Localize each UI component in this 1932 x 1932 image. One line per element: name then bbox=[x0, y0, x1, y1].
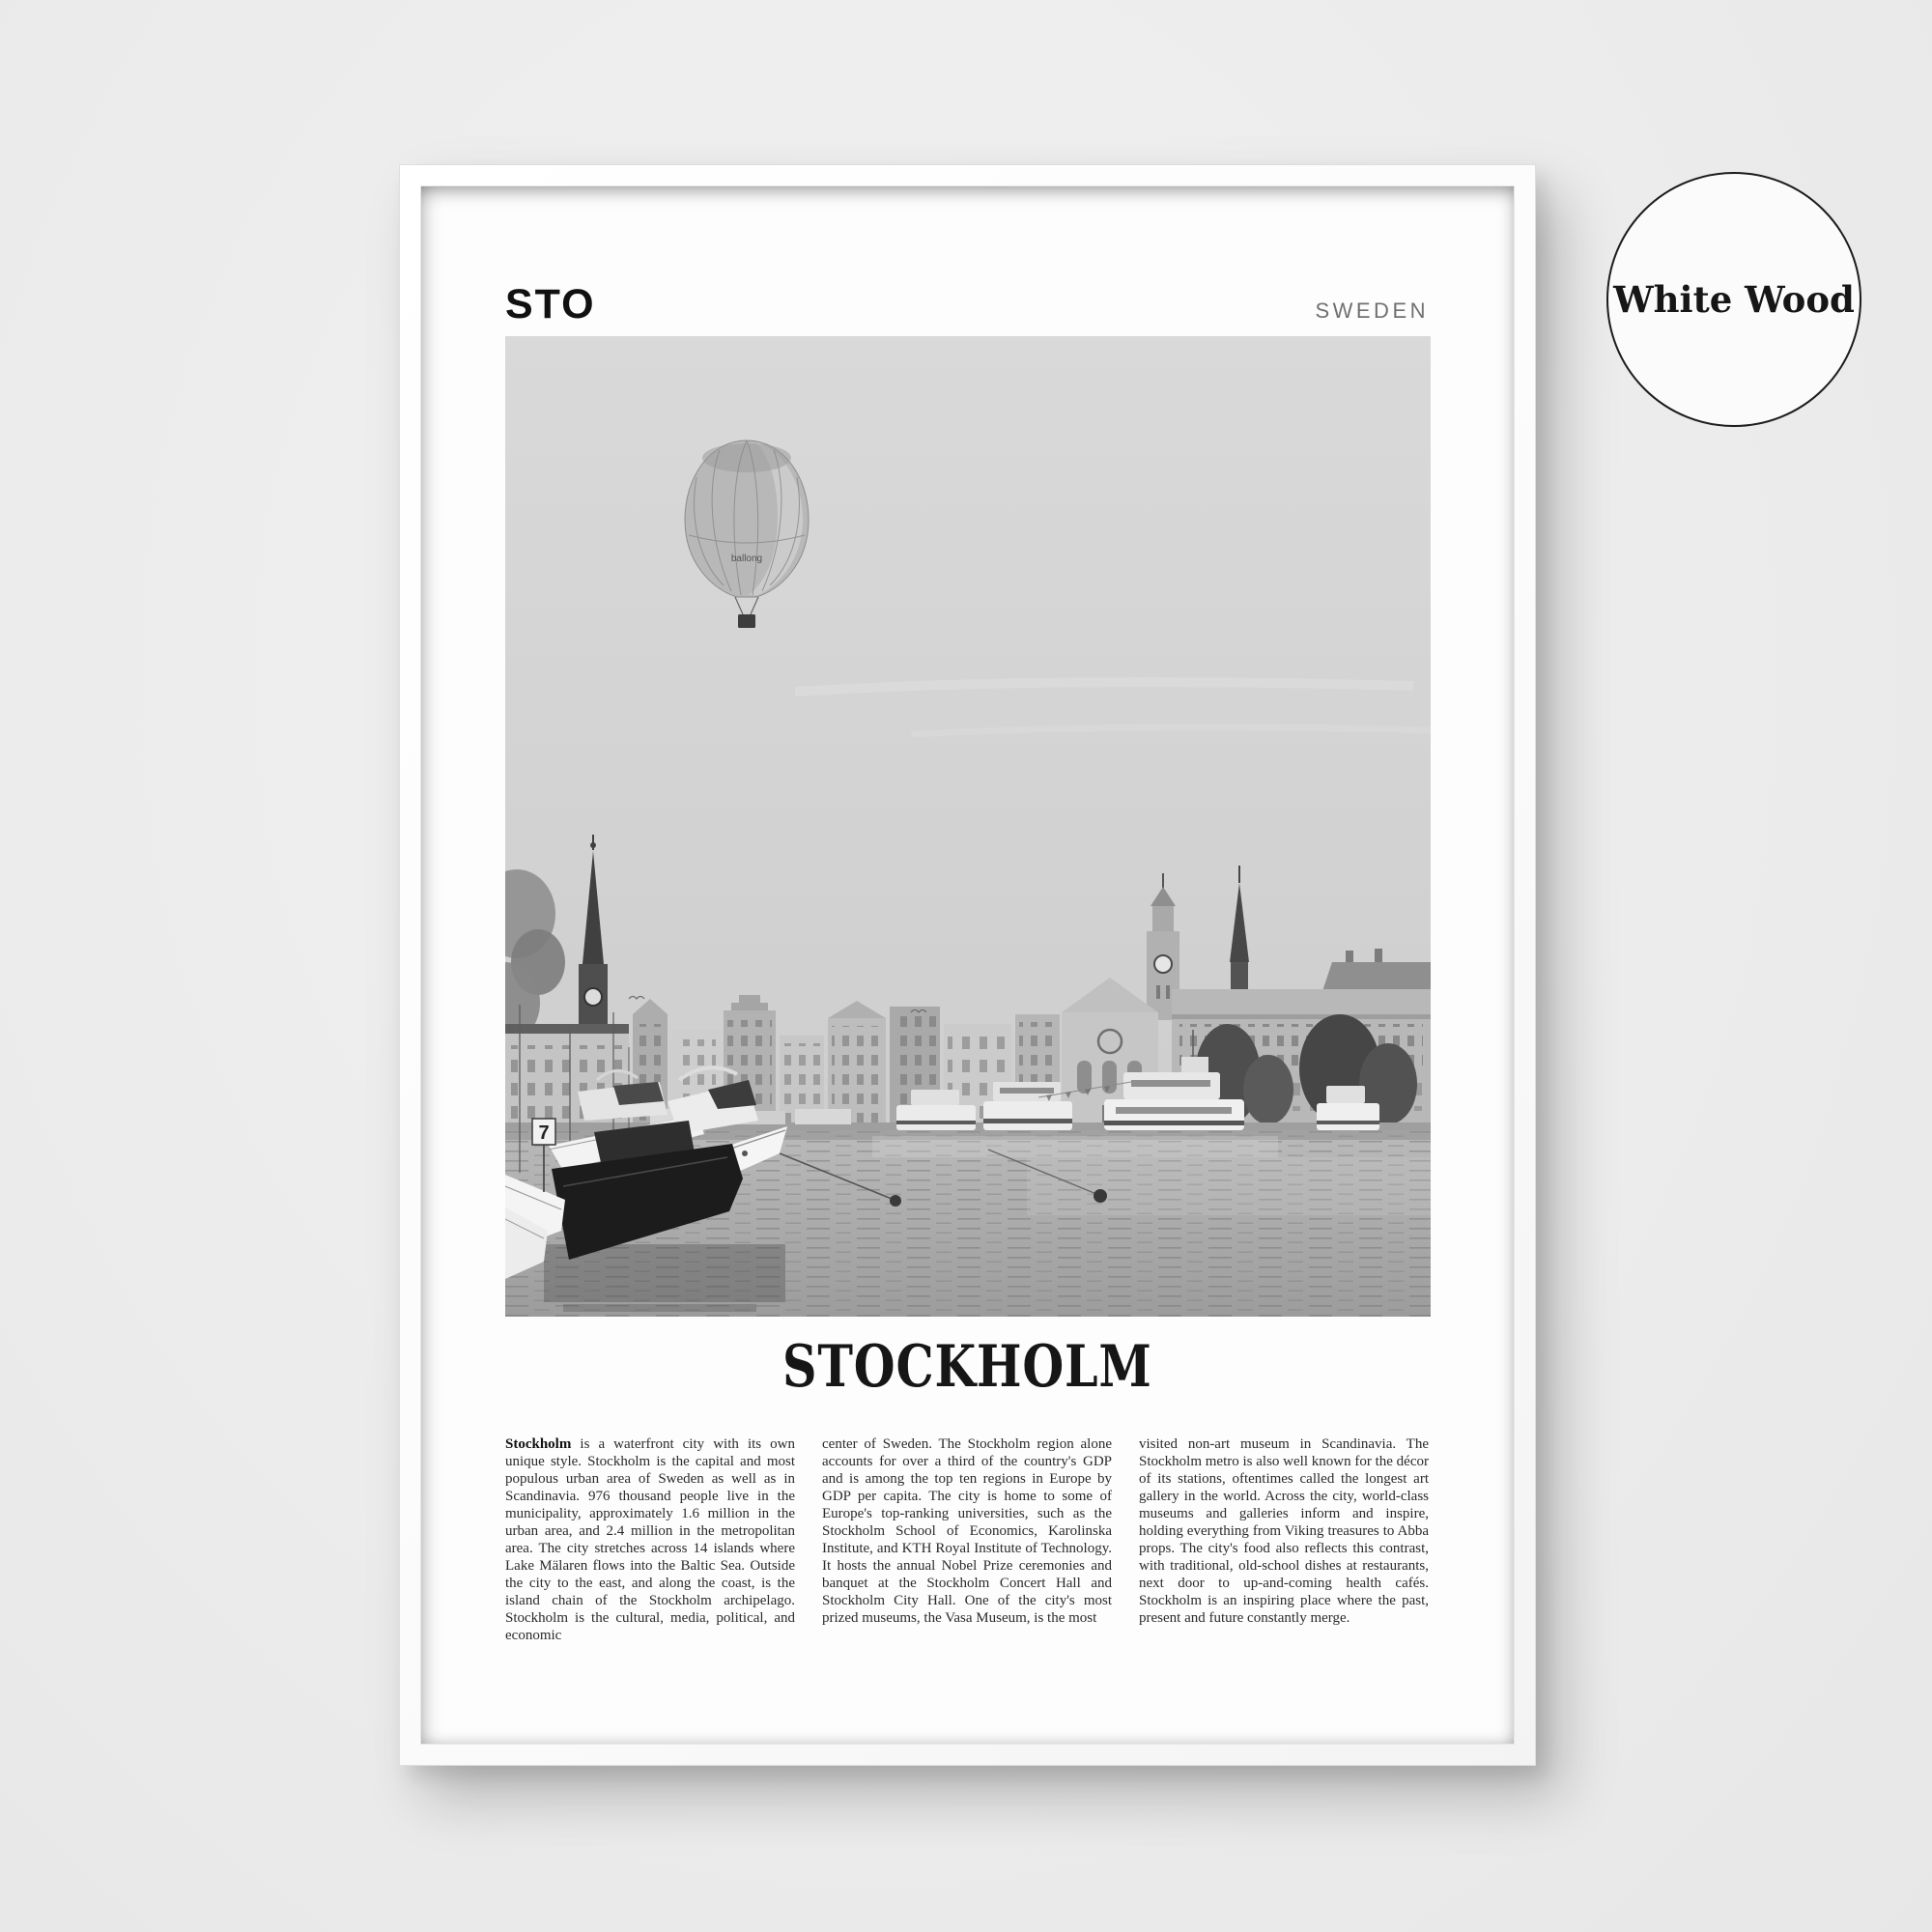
poster-frame bbox=[399, 164, 1536, 1766]
poster-title bbox=[505, 1333, 1429, 1401]
poster-header bbox=[505, 281, 1429, 328]
lead-word: Stockholm bbox=[505, 1436, 572, 1452]
ferry-left bbox=[983, 1082, 1072, 1130]
poster-body-text bbox=[505, 1421, 1429, 1659]
body-column-1: Stockholm is a waterfront city with its own unique style. Stockholm is the capital and most populous urban area of Sweden as well as in Scandinavia. 976 thousand people live in the municipality, approximately 1.6 million in the urban area, and 2.4 million in the metropolitan area. The city stretches across 14 islands where Lake Mälaren flows into the Baltic Sea. Outside the city to the east, and along the coast, is the island chain of the Stockholm archipelago. Stockholm is the cultural, media, political, and economic bbox=[505, 1436, 795, 1643]
balloon-basket bbox=[738, 614, 755, 628]
country-label: SWEDEN bbox=[1315, 298, 1429, 323]
stockholm-photo-illustration bbox=[505, 336, 1431, 1317]
body-column-2: center of Sweden. The Stockholm region alone accounts for over a third of the country's GDP and is among the top ten regions in Europe by GDP per capita. The city is home to some of Europe's top-ranking universities, such as the Stockholm School of Economics, Karolinska Institute, and KTH Royal Institute of Technology. It hosts the annual Nobel Prize ceremonies and banquet at the Stockholm Concert Hall and Stockholm City Hall. One of the city's most prized museums, the Vasa Museum, is the most bbox=[822, 1436, 1112, 1626]
body-column-3: visited non-art museum in Scandinavia. The Stockholm metro is also well known for the décor of its stations, oftentimes called the longest art gallery in the world. Across the city, world-class museums and galleries inform and inspire, holding everything from Viking treasures to Abba props. The city's food also reflects this contrast, with traditional, old-school dishes at restaurants, next door to up-and-coming health cafés. Stockholm is an inspiring place where the past, present and future constantly merge. bbox=[1139, 1436, 1429, 1626]
balloon-branding-text: ballong bbox=[730, 554, 763, 564]
finish-option-badge bbox=[1606, 172, 1861, 427]
pier-sign-number: 7 bbox=[538, 1122, 550, 1144]
city-code: STO bbox=[505, 281, 596, 327]
stockholm-photo bbox=[505, 336, 1431, 1317]
buoy bbox=[890, 1195, 901, 1207]
poster bbox=[505, 186, 1429, 1744]
poster-title-text: STOCKHOLM bbox=[781, 1333, 1152, 1401]
buoy bbox=[1094, 1189, 1107, 1203]
finish-option-label: White Wood bbox=[1613, 278, 1855, 321]
poster-mat bbox=[420, 185, 1515, 1745]
